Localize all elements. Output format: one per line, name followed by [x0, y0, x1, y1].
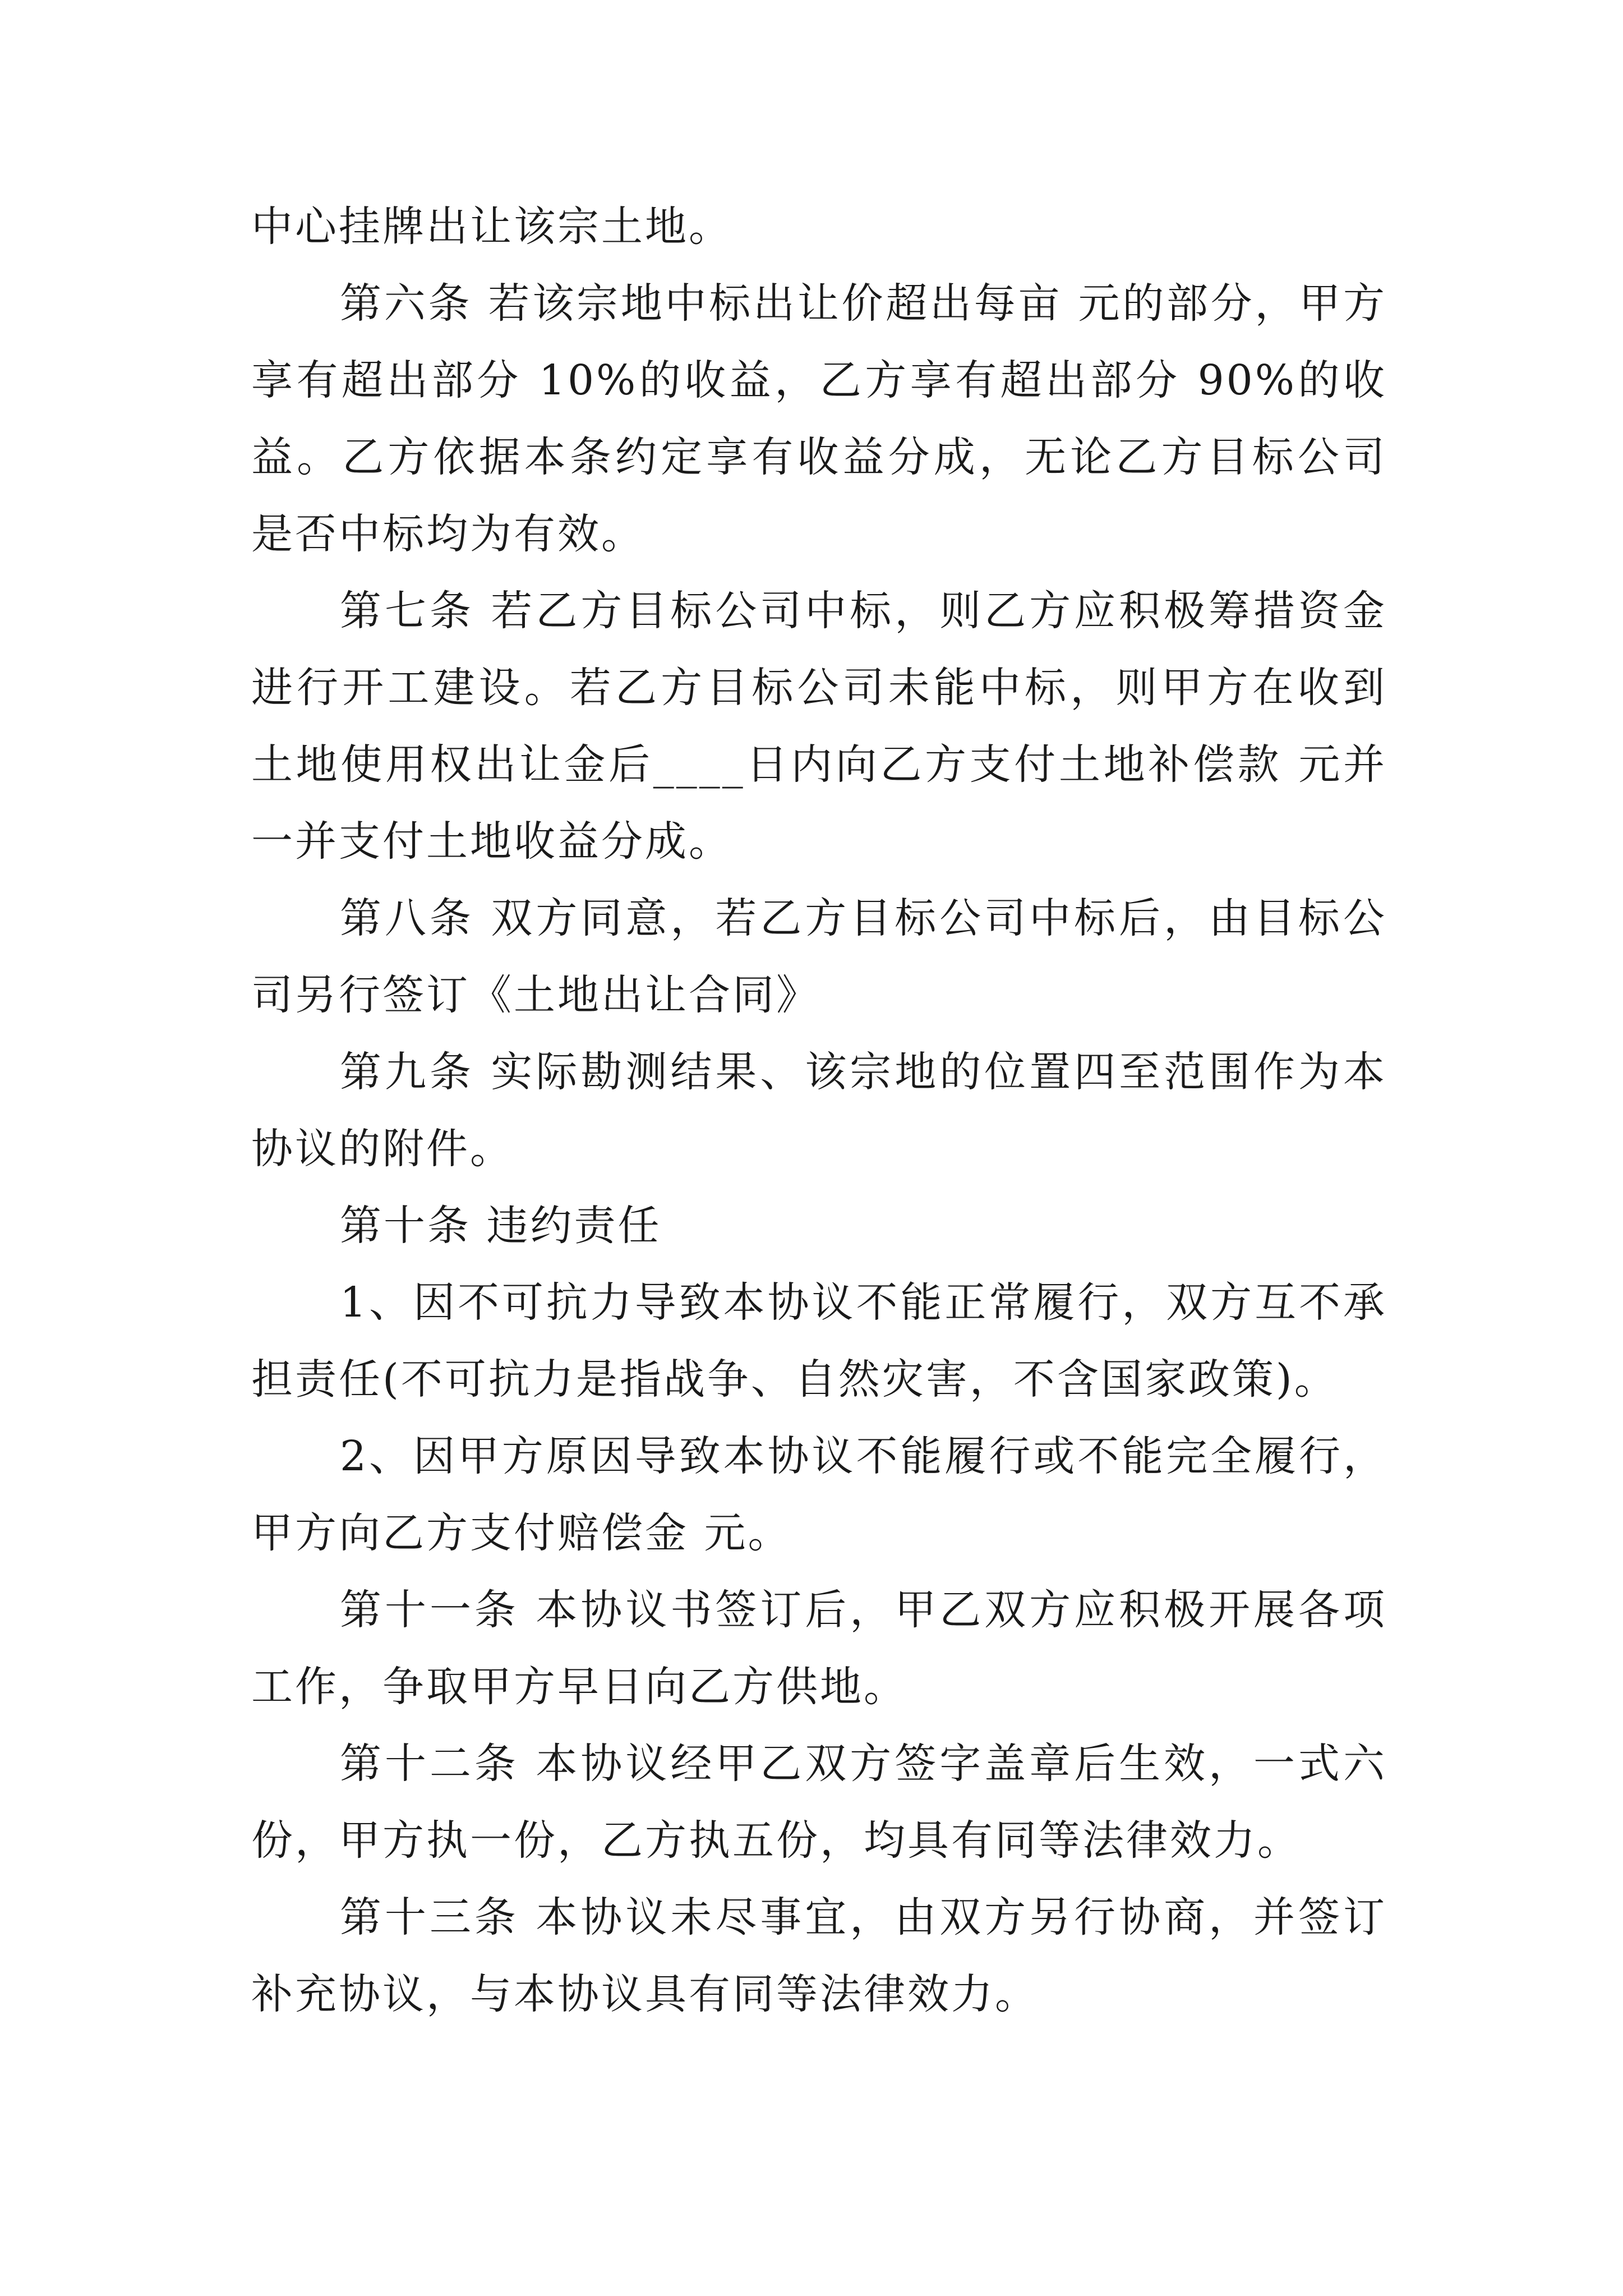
clause-12: 第十二条 本协议经甲乙双方签字盖章后生效，一式六份，甲方执一份，乙方执五份，均具有同等法律效力。: [251, 1740, 1387, 1865]
clause-6: 第六条 若该宗地中标出让价超出每亩 元的部分，甲方享有超出部分 10%的收益，乙方享有超出部分 90%的收益。乙方依据本条约定享有收益分成，无论乙方目标公司是否中标均为有效。: [251, 279, 1387, 558]
clause-13: 第十三条 本协议未尽事宜，由双方另行协商，并签订补充协议，与本协议具有同等法律效力。: [251, 1893, 1387, 2018]
paragraph-continuation: 中心挂牌出让该宗土地。: [251, 203, 732, 251]
clause-7: 第七条 若乙方目标公司中标，则乙方应积极筹措资金进行开工建设。若乙方目标公司未能中标，则甲方在收到土地使用权出让金后____日内向乙方支付土地补偿款 元并一并支付土地收益分成。: [251, 587, 1387, 866]
clause-8: 第八条 双方同意，若乙方目标公司中标后，由目标公司另行签订《土地出让合同》: [251, 894, 1387, 1019]
clause-10-item-2: 2、因甲方原因导致本协议不能履行或不能完全履行，甲方向乙方支付赔偿金 元。: [251, 1432, 1387, 1557]
clause-10-item-1: 1、因不可抗力导致本协议不能正常履行，双方互不承担责任(不可抗力是指战争、自然灾害，不含国家政策)。: [251, 1278, 1387, 1404]
document-body: [251, 188, 1387, 2033]
clause-11: 第十一条 本协议书签订后，甲乙双方应积极开展各项工作，争取甲方早日向乙方供地。: [251, 1586, 1387, 1711]
clause-10-heading: 第十条 违约责任: [340, 1202, 662, 1250]
clause-9: 第九条 实际勘测结果、该宗地的位置四至范围作为本协议的附件。: [251, 1048, 1387, 1173]
